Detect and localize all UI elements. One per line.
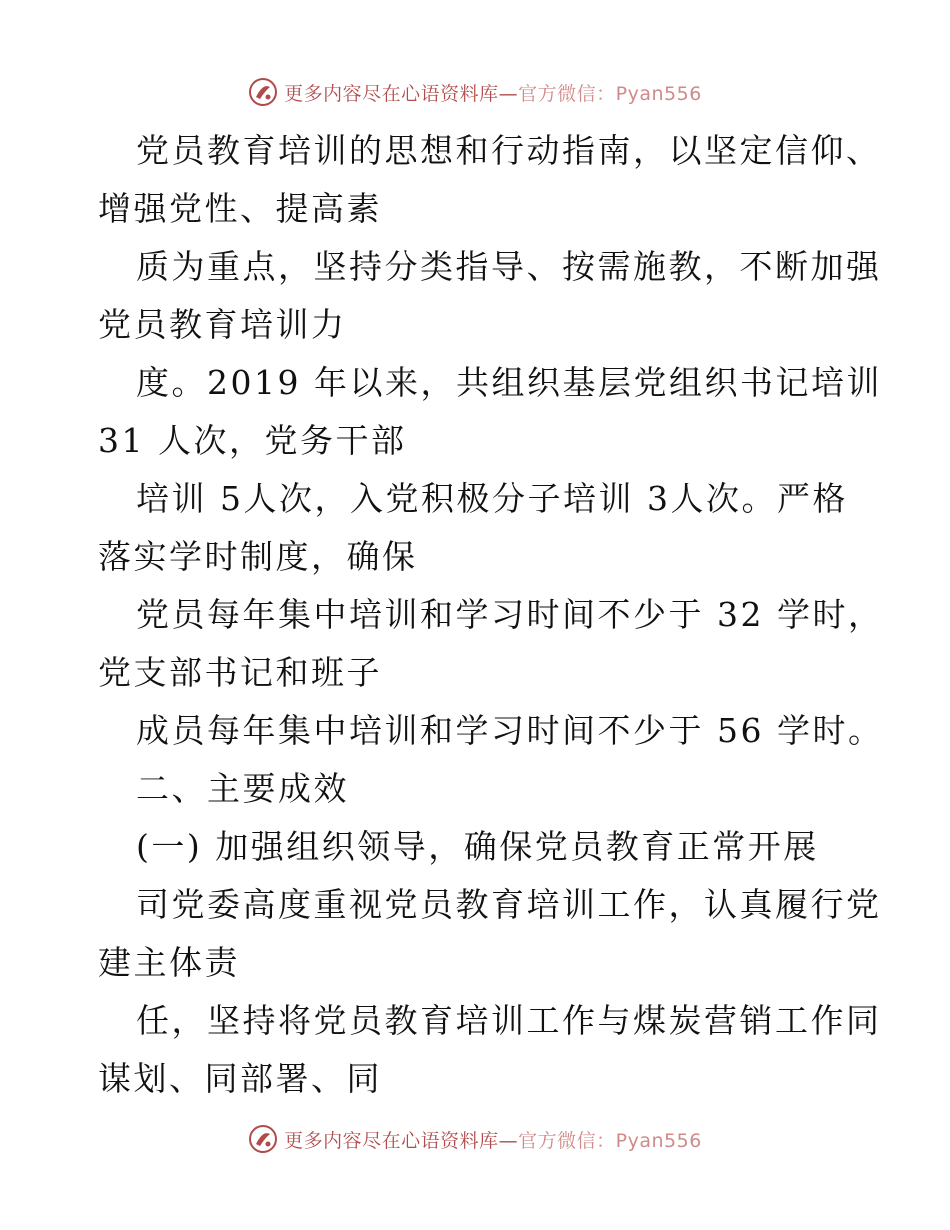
text-line: 党员教育培训力: [98, 305, 347, 344]
text-line: 任，坚持将党员教育培训工作与煤炭营销工作同: [136, 1001, 882, 1040]
document-body: [98, 122, 884, 1108]
text-line: 培训 5人次，入党积极分子培训 3人次。严格: [136, 479, 848, 518]
text-line: 度。2019 年以来，共组织基层党组织书记培训: [136, 363, 882, 402]
logo-icon: [248, 77, 278, 107]
text-line: 质为重点，坚持分类指导、按需施教，不断加强: [136, 247, 882, 286]
section-heading: 二、主要成效: [136, 769, 349, 808]
text-line: 党员每年集中培训和学习时间不少于 32 学时，: [136, 595, 884, 634]
watermark-text: 更多内容尽在心语资料库—官方微信：Pyan556: [284, 1129, 702, 1152]
footer-watermark-banner: [0, 1119, 950, 1159]
subsection-heading: (一) 加强组织领导，确保党员教育正常开展: [136, 827, 819, 866]
header-watermark-banner: [0, 72, 950, 112]
text-line: 谋划、同部署、同: [98, 1059, 382, 1098]
text-line: 31 人次，党务干部: [98, 421, 407, 460]
text-line: 成员每年集中培训和学习时间不少于 56 学时。: [136, 711, 884, 750]
logo-icon: [248, 1124, 278, 1154]
text-line: 党员教育培训的思想和行动指南，以坚定信仰、: [136, 131, 882, 170]
text-line: 落实学时制度，确保: [98, 537, 418, 576]
text-line: 建主体责: [98, 943, 240, 982]
text-line: 司党委高度重视党员教育培训工作，认真履行党: [136, 885, 882, 924]
text-line: 党支部书记和班子: [98, 653, 382, 692]
watermark-text: 更多内容尽在心语资料库—官方微信：Pyan556: [284, 82, 702, 105]
text-line: 增强党性、提高素: [98, 189, 382, 228]
